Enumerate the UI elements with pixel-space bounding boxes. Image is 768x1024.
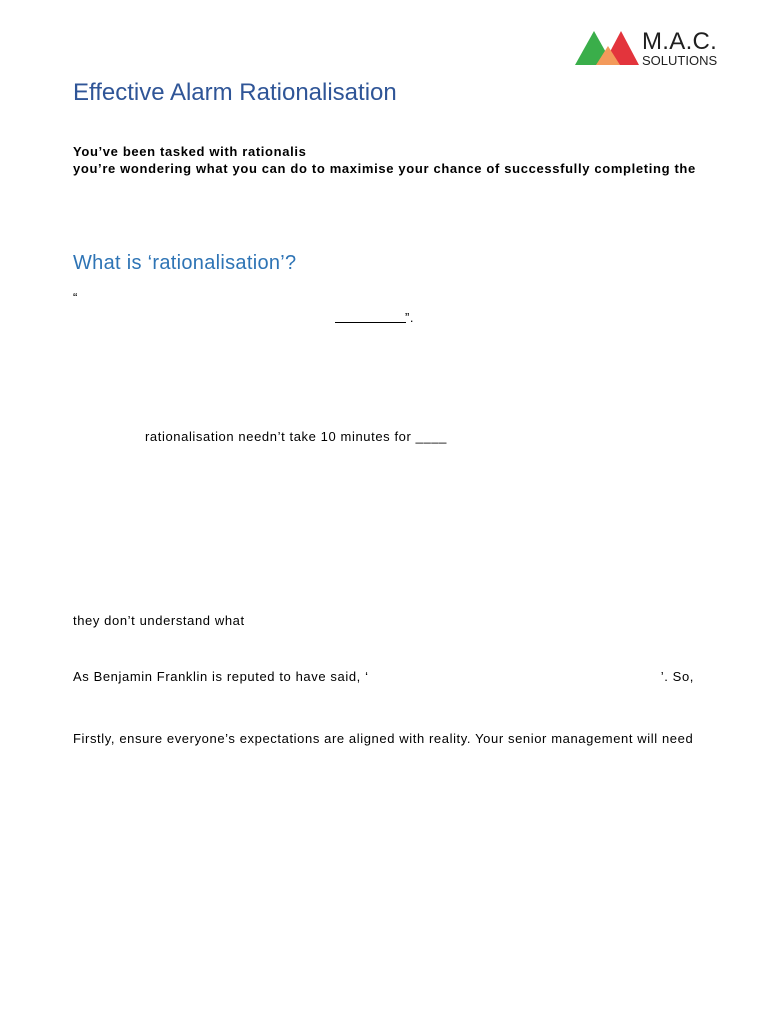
logo-name: M.A.C.	[642, 28, 718, 55]
quote-close: ”.	[405, 310, 415, 325]
paragraph-franklin-end: ’. So,	[660, 669, 694, 684]
logo-tagline: SOLUTIONS	[642, 53, 718, 68]
section-heading: What is ‘rationalisation’?	[73, 252, 297, 274]
intro-line-1: You’ve been tasked with rationalis	[73, 144, 307, 159]
paragraph-firstly: Firstly, ensure everyone’s expectations are aligned with reality. Your senior management will need	[73, 731, 694, 746]
document-title: Effective Alarm Rationalisation	[73, 79, 397, 106]
logo-triangles-icon	[575, 30, 639, 66]
paragraph-understand: they don’t understand what	[73, 613, 245, 628]
paragraph-franklin-start: As Benjamin Franklin is reputed to have said, ‘	[73, 669, 369, 684]
quote-open: “	[73, 290, 78, 305]
paragraph-rationalisation-time: rationalisation needn’t take 10 minutes for ____	[145, 429, 447, 444]
blank-underline	[335, 322, 406, 323]
intro-line-2: you’re wondering what you can do to maximise your chance of successfully completing the	[73, 161, 696, 176]
